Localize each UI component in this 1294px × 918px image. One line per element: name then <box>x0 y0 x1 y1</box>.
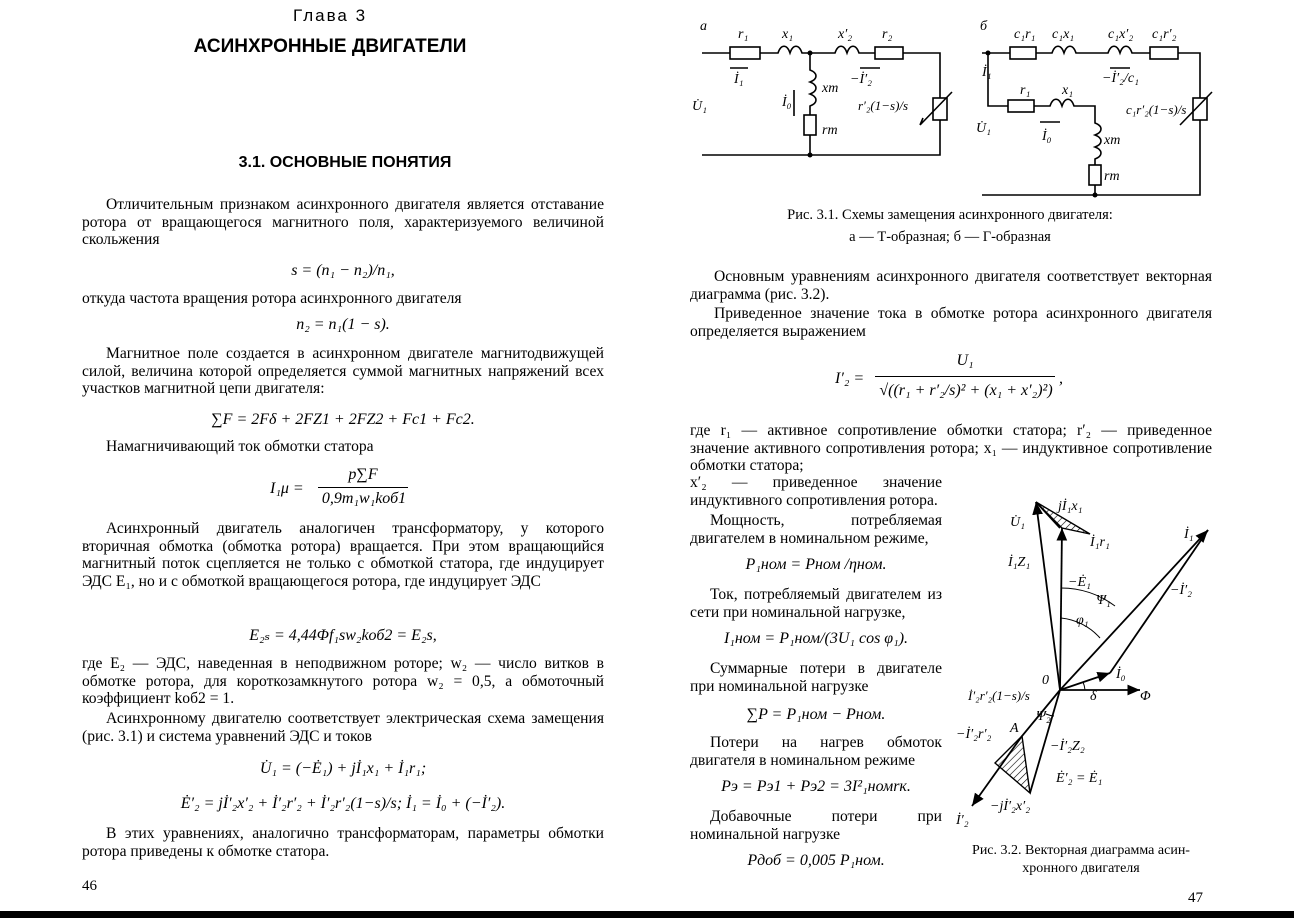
formula-numerator: U₁ <box>956 352 974 369</box>
fig1-label-a: а <box>700 19 707 34</box>
formula-rotor-speed: n₂ = n₁(1 − s). <box>296 316 390 333</box>
chapter-title: АСИНХРОННЫЕ ДВИГАТЕЛИ <box>193 36 467 57</box>
left-paragraph-5: Асинхронный двигатель аналогичен трансформатору, у которого вторичная обмотка (обмотка ротора) вращается. При этом вращающийся магнитный поток сцепляется не только с обмоткой статора, где индуцирует ЭДС E₁, но и с обмоткой вращающегося ротора, где индуцирует ЭДС <box>82 520 604 590</box>
fig1-a-load: r′₂(1−s)/s <box>858 98 909 113</box>
left-paragraph-1: Отличительным признаком асинхронного двигателя является отставание ротора от вращающегося магнитного поля, характеризуемого величиной скольжения <box>82 196 604 249</box>
formula-input-power: P₁ном = Pном /ηном. <box>745 556 887 573</box>
right-paragraph-9: Добавочные потери при номинальной нагрузке <box>690 808 942 843</box>
circuit-a-magnetizing-branch <box>810 53 816 155</box>
fig2-Psi1: Ψ₁ <box>1096 593 1111 608</box>
fig2-E2: Ė′₂ = Ė₁ <box>1056 771 1103 786</box>
fig2-U1: U̇₁ <box>1010 515 1025 530</box>
fig1-b-c1x1: c₁x₁ <box>1052 27 1075 42</box>
fig2-I2: İ′₂ <box>956 813 969 828</box>
left-paragraph-6: где E₂ — ЭДС, наведенная в неподвижном роторе; w₂ — число витков в обмотке ротора, для короткозамкнутого ротора w₂ = 0,5, а обмоточный коэффициент kоб2 = 1. <box>82 655 604 708</box>
fig1-a-I2: −İ′₂ <box>850 72 873 87</box>
formula-numerator: p∑F <box>348 466 378 483</box>
fig2-A: A <box>1010 721 1019 736</box>
fig-3-1-caption-line-1: Рис. 3.1. Схемы замещения асинхронного двигателя: <box>787 207 1113 223</box>
fig1-a-x2: x′₂ <box>838 27 853 42</box>
right-paragraph-4: x′₂ — приведенное значение индуктивного сопротивления ротора. <box>690 474 942 509</box>
fig1-b-c1x2: c₁x′₂ <box>1108 27 1134 42</box>
circuit-b-inner-branch <box>988 53 1101 195</box>
angle-delta-arc <box>1083 682 1085 690</box>
right-paragraph-6: Ток, потребляемый двигателем из сети при номинальной нагрузке, <box>690 586 942 621</box>
fig2-I1Z1: İ₁Z₁ <box>1008 555 1031 570</box>
circuit-b-wires <box>982 46 1200 195</box>
page-number-right: 47 <box>1188 890 1203 906</box>
fig1-b-I0: İ₀ <box>1042 129 1052 144</box>
formula-rotor-emf-equation: Ė′₂ = jİ′₂x′₂ + İ′₂r′₂ + İ′₂r′₂(1−s)/s; İ₁ = İ₀ + (−İ′₂). <box>180 795 506 812</box>
fig2-mE1: −Ė₁ <box>1068 575 1091 590</box>
fig1-a-U1: U̇₁ <box>692 99 707 114</box>
right-paragraph-8: Потери на нагрев обмоток двигателя в номинальном режиме <box>690 734 942 769</box>
circuit-b-r1 <box>1008 100 1034 112</box>
left-paragraph-4: Намагничивающий ток обмотки статора <box>106 438 374 455</box>
circuit-a-r1 <box>730 47 760 59</box>
fig2-load: İ′₂r′₂(1−s)/s <box>968 688 1030 703</box>
formula-slip: s = (n₁ − n₂)/n₁, <box>291 262 395 279</box>
fig-3-2-vector-diagram <box>950 488 1220 836</box>
fig2-delta: δ <box>1090 689 1097 704</box>
fig1-a-r2: r₂ <box>882 27 893 42</box>
right-paragraph-1: Основным уравнениям асинхронного двигателя соответствует векторная диаграмма (рис. 3.2). <box>690 268 1212 303</box>
fig1-a-x1: x₁ <box>782 27 794 42</box>
right-paragraph-5: Мощность, потребляемая двигателем в номинальном режиме, <box>690 512 942 547</box>
fig-3-1-caption-line-2: а — Т-образная; б — Г-образная <box>849 229 1051 245</box>
fraction-bar <box>318 487 408 488</box>
formula-lhs: I₁μ = <box>270 480 304 497</box>
formula-stator-voltage: U̇₁ = (−Ė₁) + jİ₁x₁ + İ₁r₁; <box>259 760 427 777</box>
fig1-b-load: c₁r′₂(1−s)/s <box>1126 102 1187 117</box>
formula-magnetizing-current <box>270 466 470 516</box>
fig-3-1-equivalent-circuits <box>690 10 1230 205</box>
formula-tail: , <box>1059 370 1063 387</box>
fig1-a-r1: r₁ <box>738 27 749 42</box>
fig1-a-I0: İ₀ <box>782 95 792 110</box>
fig1-a-xm: xm <box>822 81 839 96</box>
formula-mmf: ∑F = 2Fδ + 2FZ1 + 2FZ2 + Fc1 + Fc2. <box>211 411 475 428</box>
circuit-a-rm <box>804 115 816 135</box>
fig2-origin: 0 <box>1042 673 1049 688</box>
fig2-I1: İ₁ <box>1184 527 1194 542</box>
fig2-I0: İ₀ <box>1116 667 1126 682</box>
fraction-bar <box>875 376 1055 377</box>
page-number-left: 46 <box>82 878 97 894</box>
circuit-b-node-bottom <box>1093 193 1098 198</box>
circuit-a-r2 <box>875 47 903 59</box>
fig2-Psi2: Ψ₂ <box>1036 709 1051 724</box>
fig1-a-rm: rm <box>822 123 838 138</box>
formula-denominator: 0,9m₁w₁kоб1 <box>321 490 407 507</box>
circuit-b-rm <box>1089 165 1101 185</box>
right-paragraph-7: Суммарные потери в двигателе при номинальной нагрузке <box>690 660 942 695</box>
fig1-b-U1: U̇₁ <box>976 121 991 136</box>
circuit-b-c1r2 <box>1150 47 1178 59</box>
rotor-impedance-triangle <box>995 736 1030 793</box>
fig2-jI1x1: jİ₁x₁ <box>1058 499 1083 514</box>
formula-total-losses: ∑P = P₁ном − Pном. <box>746 706 886 723</box>
fig1-label-b: б <box>980 19 988 34</box>
vector-mI2 <box>1110 530 1208 673</box>
fig1-b-c1r1: c₁r₁ <box>1014 27 1036 42</box>
fig1-b-r1: r₁ <box>1020 83 1031 98</box>
vector-mE1 <box>1060 528 1062 690</box>
fig1-a-I1: İ₁ <box>734 72 744 87</box>
right-paragraph-3: где r₁ — активное сопротивление обмотки статора; r′₂ — приведенное значение активного сопротивления ротора; x₁ — индуктивное сопротивление обмотки статора; <box>690 422 1212 475</box>
fig1-b-I1: İ₁ <box>982 65 992 80</box>
fig-3-2-caption-line-2: хронного двигателя <box>1022 861 1140 876</box>
vector-I1 <box>1060 530 1208 690</box>
fig1-b-xm: xm <box>1104 133 1121 148</box>
chapter-label: Глава 3 <box>292 6 368 25</box>
circuit-b-c1r1 <box>1010 47 1036 59</box>
left-paragraph-2: откуда частота вращения ротора асинхронного двигателя <box>82 290 462 307</box>
circuit-a-node-top <box>808 51 813 56</box>
fig2-I1r1: İ₁r₁ <box>1090 535 1110 550</box>
fig1-b-I2c: −İ′₂/c₁ <box>1102 71 1140 86</box>
fig2-mI2r2: −İ′₂r′₂ <box>956 727 992 742</box>
right-paragraph-2: Приведенное значение тока в обмотке ротора асинхронного двигателя определяется выражением <box>690 305 1212 340</box>
fig1-b-rm: rm <box>1104 169 1120 184</box>
fig1-b-x1: x₁ <box>1062 83 1074 98</box>
fig2-phi1: φ₁ <box>1076 613 1089 628</box>
left-paragraph-8: В этих уравнениях, аналогично трансформаторам, параметры обмотки ротора приведены к обмотке статора. <box>82 825 604 860</box>
formula-rotor-emf: E₂ₛ = 4,44Φf₁sw₂kоб2 = E₂s, <box>249 627 437 644</box>
fig-3-2-caption-line-1: Рис. 3.2. Векторная диаграмма асин- <box>972 843 1190 858</box>
fig1-b-c1r2: c₁r′₂ <box>1152 27 1177 42</box>
section-title: 3.1. ОСНОВНЫЕ ПОНЯТИЯ <box>238 154 452 171</box>
left-paragraph-3: Магнитное поле создается в асинхронном двигателе магнитодвижущей силой, величина которой определяется суммой магнитных напряжений всех участков магнитной цепи двигателя: <box>82 345 604 398</box>
formula-lhs: I′₂ = <box>835 370 865 387</box>
fig2-mjI2x2: −jİ′₂x′₂ <box>990 799 1031 814</box>
left-paragraph-7: Асинхронному двигателю соответствует электрическая схема замещения (рис. 3.1) и система уравнений ЭДС и токов <box>82 710 604 745</box>
fig2-Phi: Φ <box>1140 689 1151 704</box>
formula-additional-losses: Pдоб = 0,005 P₁ном. <box>747 852 885 869</box>
scan-bottom-edge <box>0 911 1294 918</box>
circuit-b-node-top <box>986 51 991 56</box>
formula-rated-current: I₁ном = P₁ном/(3U₁ cos φ₁). <box>723 630 909 647</box>
formula-denominator: √((r₁ + r′₂/s)² + (x₁ + x′₂)²) <box>879 382 1053 399</box>
circuit-a-node-bottom <box>808 153 813 158</box>
formula-copper-losses: Pэ = Pэ1 + Pэ2 = 3I²₁номrк. <box>721 778 911 795</box>
formula-rotor-current <box>835 352 1075 412</box>
fig2-mI2Z2: −İ′₂Z₂ <box>1050 739 1085 754</box>
vector-U1 <box>1036 502 1060 690</box>
fig2-mI2: −İ′₂ <box>1170 583 1193 598</box>
